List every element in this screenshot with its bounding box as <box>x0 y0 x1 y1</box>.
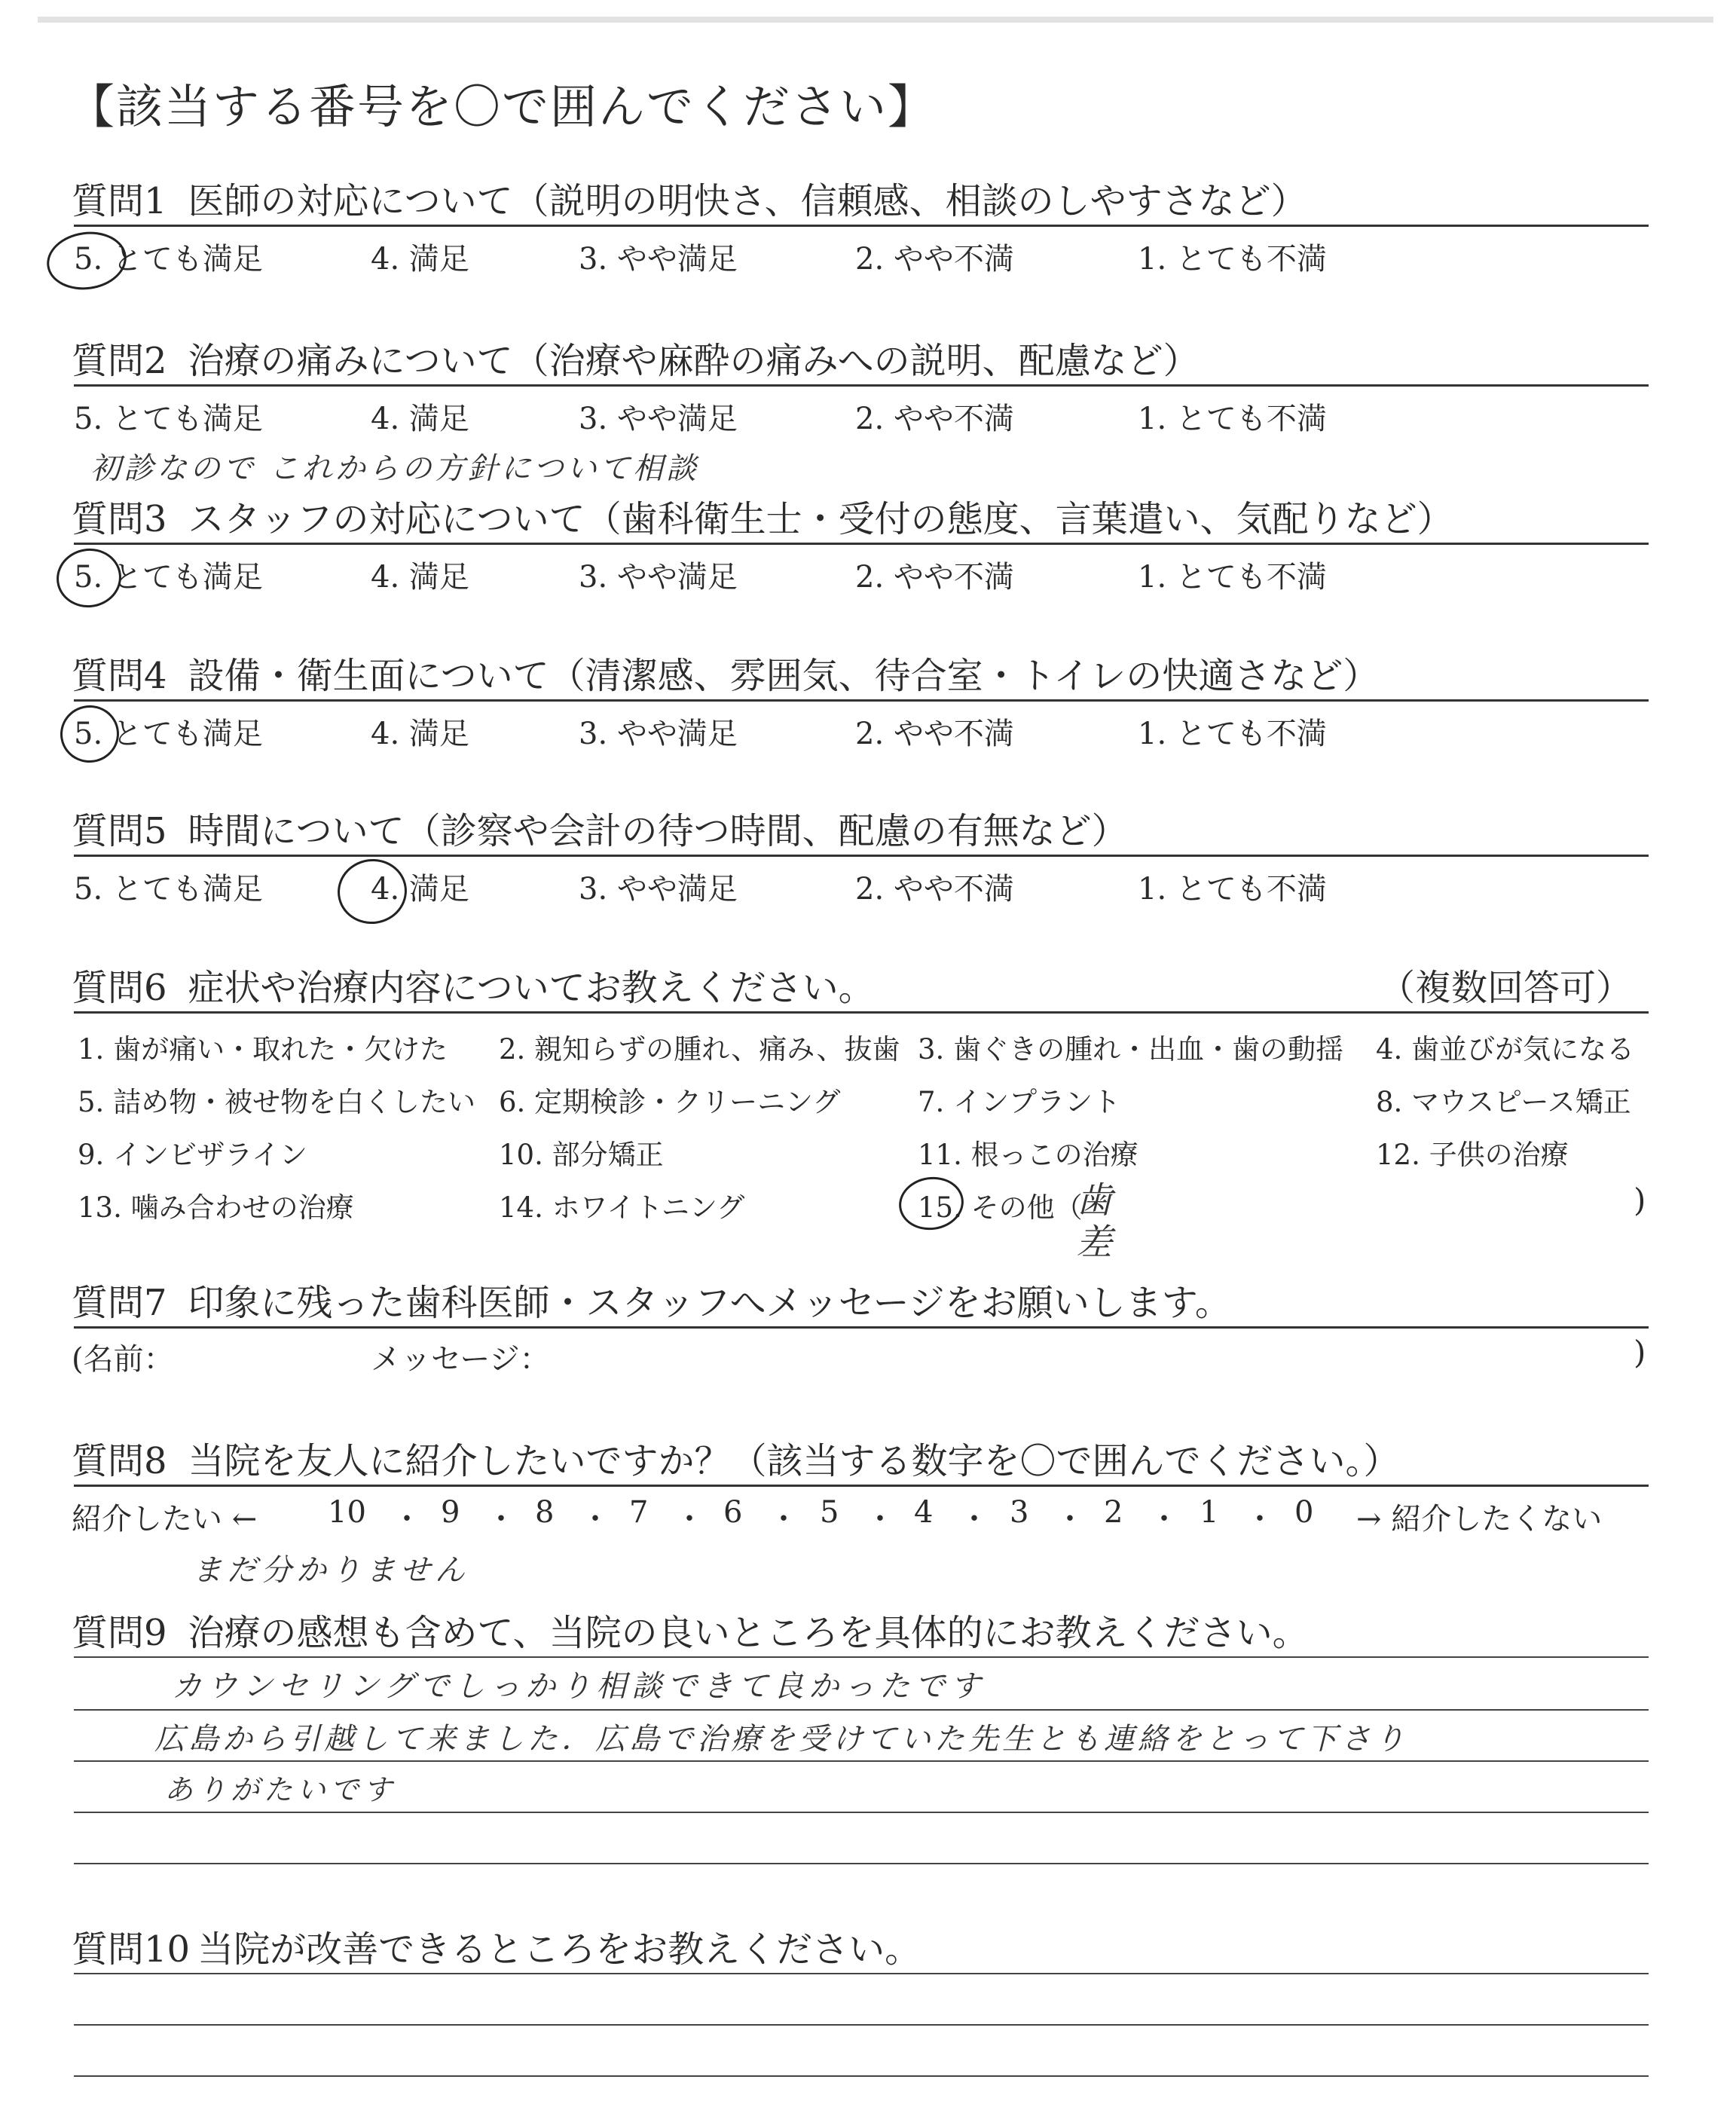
q8-number: 質問8 <box>72 1440 167 1482</box>
q8-dot: ・ <box>674 1502 704 1537</box>
q8-dot: ・ <box>580 1502 610 1537</box>
q6-other-close-paren: ) <box>1634 1182 1646 1219</box>
q7-close-paren: ) <box>1634 1334 1646 1371</box>
q8-score-2[interactable]: 2 <box>1104 1495 1123 1530</box>
q5-option-1[interactable]: 1. とても不満 <box>1138 872 1327 907</box>
q9-line <box>74 1656 1649 1658</box>
q4-rule <box>74 699 1649 702</box>
q3-text: スタッフの対応について（歯科衛生士・受付の態度、言葉遣い、気配りなど） <box>188 498 1453 540</box>
q2-rule <box>74 384 1649 387</box>
q8-handwritten-note: まだ分かりません <box>192 1553 469 1588</box>
q6-item-7[interactable]: 7. インプラント <box>918 1086 1121 1118</box>
q8-dot: ・ <box>1245 1502 1275 1537</box>
q3-title <box>72 490 1453 542</box>
q8-score-9[interactable]: 9 <box>441 1495 460 1530</box>
q2-text: 治療の痛みについて（治療や麻酔の痛みへの説明、配慮など） <box>188 340 1200 382</box>
q5-text: 時間について（診察や会計の待つ時間、配慮の有無など） <box>188 810 1128 852</box>
q2-option-2[interactable]: 2. やや不満 <box>855 402 1014 436</box>
q3-option-1[interactable]: 1. とても不満 <box>1138 560 1327 595</box>
q10-text: 当院が改善できるところをお教えください。 <box>197 1928 921 1971</box>
q2-option-5[interactable]: 5. とても満足 <box>74 402 263 436</box>
q4-option-1[interactable]: 1. とても不満 <box>1138 717 1327 751</box>
q8-dot: ・ <box>486 1502 516 1537</box>
q8-score-8[interactable]: 8 <box>535 1495 555 1530</box>
q2-option-1[interactable]: 1. とても不満 <box>1138 402 1327 436</box>
q7-name-label: (名前： <box>72 1342 174 1377</box>
q9-line <box>74 1709 1649 1711</box>
q9-answer-line-3: ありがたいです <box>164 1773 397 1806</box>
q8-dot: ・ <box>865 1502 895 1537</box>
q3-option-3[interactable]: 3. やや満足 <box>579 560 738 595</box>
q6-item-8[interactable]: 8. マウスピース矯正 <box>1376 1086 1631 1118</box>
q8-title <box>72 1432 1400 1484</box>
q9-line <box>74 1812 1649 1813</box>
q10-title <box>72 1920 921 1972</box>
q4-option-4[interactable]: 4. 満足 <box>371 717 469 751</box>
q8-right-label: → 紹介したくない <box>1356 1502 1603 1537</box>
q1-text: 医師の対応について（説明の明快さ、信頼感、相談のしやすさなど） <box>188 180 1307 222</box>
q6-item-4[interactable]: 4. 歯並びが気になる <box>1376 1033 1635 1066</box>
q2-handwritten-comment: 初診なので これからの方針について相談 <box>90 451 699 486</box>
q6-text: 症状や治療内容についてお教えください。 <box>188 967 875 1009</box>
q8-score-5[interactable]: 5 <box>820 1495 839 1530</box>
q4-title <box>72 647 1379 699</box>
q8-score-3[interactable]: 3 <box>1010 1495 1029 1530</box>
q5-option-3[interactable]: 3. やや満足 <box>579 872 738 907</box>
q1-rule <box>74 225 1649 227</box>
q8-left-label: 紹介したい ← <box>72 1502 258 1537</box>
q2-number: 質問2 <box>72 340 167 382</box>
q8-score-4[interactable]: 4 <box>914 1495 934 1530</box>
q5-option-5[interactable]: 5. とても満足 <box>74 872 263 907</box>
q4-number: 質問4 <box>72 655 167 697</box>
q6-item-13[interactable]: 13. 噛み合わせの治療 <box>78 1191 354 1224</box>
q9-number: 質問9 <box>72 1612 167 1654</box>
q8-score-1[interactable]: 1 <box>1200 1495 1219 1530</box>
q6-item-12[interactable]: 12. 子供の治療 <box>1376 1139 1569 1171</box>
q5-number: 質問5 <box>72 810 167 852</box>
q6-item-14[interactable]: 14. ホワイトニング <box>499 1191 745 1224</box>
q6-title <box>72 959 875 1011</box>
q6-item-1[interactable]: 1. 歯が痛い・取れた・欠けた <box>78 1033 448 1066</box>
q6-rule <box>74 1011 1649 1014</box>
q1-number: 質問1 <box>72 180 167 222</box>
q3-option-5[interactable]: 5. とても満足 <box>74 560 263 595</box>
q8-text: 当院を友人に紹介したいですか？（該当する数字を〇で囲んでください。） <box>188 1440 1400 1482</box>
q3-option-2[interactable]: 2. やや不満 <box>855 560 1014 595</box>
q10-line <box>74 2024 1649 2026</box>
q4-option-2[interactable]: 2. やや不満 <box>855 717 1014 751</box>
q6-multiple-note: （複数回答可） <box>1379 967 1633 1009</box>
q8-score-7[interactable]: 7 <box>629 1495 649 1530</box>
q9-text: 治療の感想も含めて、当院の良いところを具体的にお教えください。 <box>188 1612 1309 1654</box>
q4-option-5[interactable]: 5. とても満足 <box>74 717 263 751</box>
q6-number: 質問6 <box>72 967 167 1009</box>
q7-title <box>72 1274 1231 1326</box>
q7-rule <box>74 1326 1649 1329</box>
q9-title <box>72 1604 1309 1656</box>
q1-option-1[interactable]: 1. とても不満 <box>1138 242 1327 277</box>
q3-rule <box>74 543 1649 545</box>
q6-item-15-other[interactable]: 15. その他（ <box>918 1191 1083 1224</box>
q2-option-3[interactable]: 3. やや満足 <box>579 402 738 436</box>
q3-number: 質問3 <box>72 498 167 540</box>
q2-option-4[interactable]: 4. 満足 <box>371 402 469 436</box>
q4-option-3[interactable]: 3. やや満足 <box>579 717 738 751</box>
q8-score-10[interactable]: 10 <box>328 1495 366 1530</box>
q1-option-3[interactable]: 3. やや満足 <box>579 242 738 277</box>
q6-item-2[interactable]: 2. 親知らずの腫れ、痛み、抜歯 <box>499 1033 900 1066</box>
q7-number: 質問7 <box>72 1282 167 1324</box>
q5-rule <box>74 855 1649 857</box>
q1-title <box>72 172 1307 224</box>
q5-option-4[interactable]: 4. 満足 <box>371 872 469 907</box>
q8-dot: ・ <box>769 1502 799 1537</box>
q1-option-4[interactable]: 4. 満足 <box>371 242 469 277</box>
q8-dot: ・ <box>1055 1502 1085 1537</box>
q6-item-3[interactable]: 3. 歯ぐきの腫れ・出血・歯の動揺 <box>918 1033 1344 1066</box>
q8-dot: ・ <box>959 1502 989 1537</box>
q6-item-11[interactable]: 11. 根っこの治療 <box>918 1139 1138 1171</box>
q10-number: 質問10 <box>72 1928 191 1971</box>
q5-title <box>72 802 1128 854</box>
q7-text: 印象に残った歯科医師・スタッフへメッセージをお願いします。 <box>188 1282 1231 1324</box>
q10-line <box>74 2075 1649 2077</box>
q9-line <box>74 1863 1649 1864</box>
q3-option-4[interactable]: 4. 満足 <box>371 560 469 595</box>
q8-dot: ・ <box>392 1502 422 1537</box>
q10-line <box>74 1973 1649 1974</box>
q8-dot: ・ <box>1149 1502 1179 1537</box>
q9-answer-line-2: 広島から引越して来ました．広島で治療を受けていた先生とも連絡をとって下さり <box>154 1722 1409 1757</box>
q8-score-0[interactable]: 0 <box>1294 1495 1314 1530</box>
q5-option-2[interactable]: 2. やや不満 <box>855 872 1014 907</box>
q8-score-6[interactable]: 6 <box>723 1495 743 1530</box>
q6-item-5[interactable]: 5. 詰め物・被せ物を白くしたい <box>78 1086 476 1118</box>
q6-other-handwritten: 歯 差 <box>1076 1179 1128 1264</box>
q6-item-9[interactable]: 9. インビザライン <box>78 1139 307 1171</box>
q8-rule <box>74 1485 1649 1487</box>
form-header: 【該当する番号を〇で囲んでください】 <box>68 79 937 134</box>
q2-title <box>72 332 1200 384</box>
scan-top-edge <box>0 0 1736 23</box>
q6-item-6[interactable]: 6. 定期検診・クリーニング <box>499 1086 841 1118</box>
q9-line <box>74 1760 1649 1762</box>
q4-text: 設備・衛生面について（清潔感、雰囲気、待合室・トイレの快適さなど） <box>188 655 1380 697</box>
q1-option-5[interactable]: 5. とても満足 <box>74 242 263 277</box>
q6-item-10[interactable]: 10. 部分矯正 <box>499 1139 664 1171</box>
q1-option-2[interactable]: 2. やや不満 <box>855 242 1014 277</box>
q7-message-label: メッセージ： <box>371 1342 550 1377</box>
q9-answer-line-1: カウンセリングでしっかり相談できて良かったです <box>172 1669 986 1704</box>
